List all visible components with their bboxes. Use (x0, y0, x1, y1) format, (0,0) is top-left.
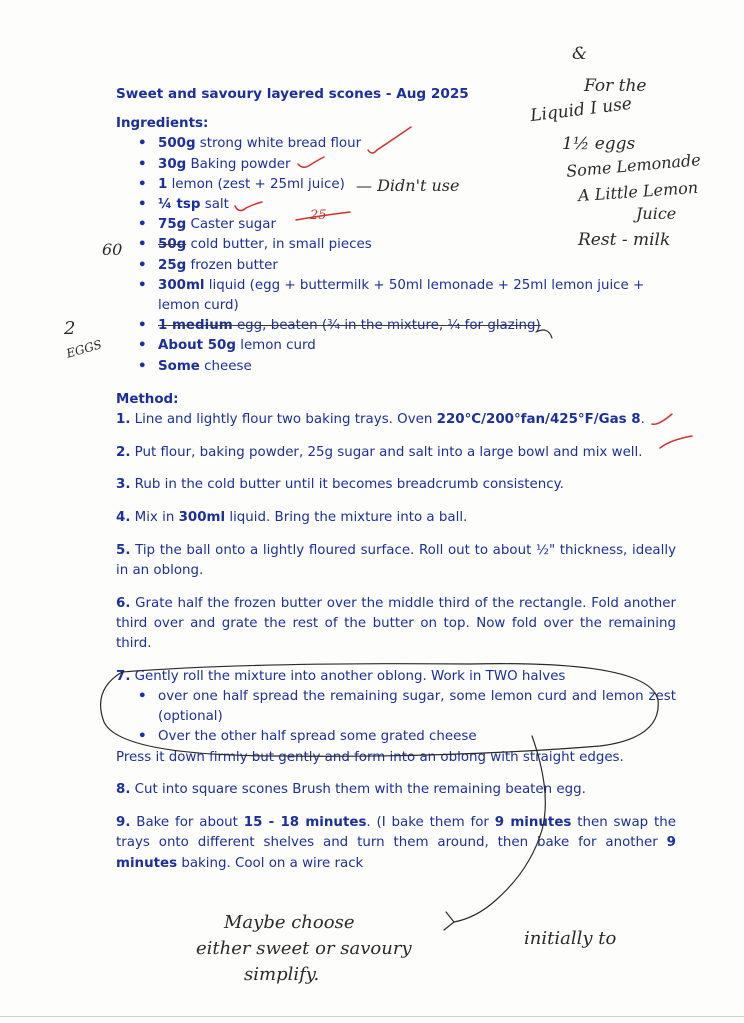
ingredient-lemon-curd: • About 50g lemon curd (158, 336, 676, 356)
ring-step-7 (101, 664, 659, 757)
method-step-4: 4. Mix in 300ml liquid. Bring the mixture into a ball. (116, 510, 468, 526)
note-butter-60: 60 (102, 240, 123, 259)
tick-mix (660, 436, 692, 448)
note-liquid-line-3: 1½ eggs (562, 134, 636, 154)
method-step-9: 9. Bake for about 15 - 18 minutes. (I bake them for 9 minutes then swap the trays onto different shelves and turn them around, then bake for another 9 minutes baking. Cool on a wire rack (116, 815, 677, 871)
method-step-7-savoury-half: • Over the other half spread some grated cheese (158, 727, 676, 747)
ingredient-lemon: • 1 lemon (zest + 25ml juice) (158, 175, 676, 195)
note-ampersand: & (572, 44, 588, 64)
method-step-2: 2. Put flour, baking powder, 25g sugar and salt into a large bowl and mix well. (116, 444, 643, 460)
note-liquid-line-4: Some Lemonade (565, 150, 702, 181)
ingredient-sugar: • 75g Caster sugar (158, 215, 676, 235)
underline-25 (296, 212, 350, 220)
method-step-7: 7. Gently roll the mixture into another oblong. Work in TWO halves • over one half spread the remaining sugar, some lemon curd and lemon zest (optional) • Over the other half spread some grated cheese Press it down firmly but gently and form into an oblong with straight edges. (116, 667, 676, 768)
method-heading: Method: (116, 391, 179, 407)
ingredient-cheese: • Some cheese (158, 357, 676, 377)
note-sugar-25: 25 (310, 208, 327, 223)
note-liquid-line-1: For the (584, 76, 647, 96)
method-step-7-sweet-half: • over one half spread the remaining sugar, some lemon curd and lemon zest (optional) (158, 687, 676, 727)
note-liquid-line-6: Juice (636, 204, 677, 223)
tick-salt (235, 202, 262, 211)
method-step-3: 3. Rub in the cold butter until it becomes breadcrumb consistency. (116, 477, 564, 493)
ingredient-egg: • 1 medium egg, beaten (¾ in the mixture, ¼ for glazing) (158, 316, 676, 336)
method-step-8: 8. Cut into square scones Brush them with the remaining beaten egg. (116, 782, 586, 798)
note-liquid-line-7: Rest - milk (578, 230, 671, 250)
page-bottom-edge (0, 1016, 744, 1017)
note-footer-line-1: Maybe choose (224, 912, 355, 933)
note-didnt-use: — Didn't use (356, 176, 460, 195)
ingredient-flour: • 500g strong white bread flour (158, 134, 676, 154)
note-liquid-line-5: A Little Lemon (577, 177, 699, 206)
note-liquid-line-2: Liquid I use (529, 93, 633, 127)
ingredient-frozen-butter: • 25g frozen butter (158, 256, 676, 276)
tick-flour (368, 127, 411, 153)
note-footer-line-3: initially to (524, 928, 617, 949)
method-step-6: 6. Grate half the frozen butter over the middle third of the rectangle. Fold another third over and grate the rest of the butter on top. Now fold over the remaining third. (116, 595, 676, 652)
ingredient-baking-powder: • 30g Baking powder (158, 155, 676, 175)
strike-egg-tail (536, 330, 552, 338)
ingredients-heading: Ingredients: (116, 116, 209, 132)
method-step-5: 5. Tip the ball onto a lightly floured surface. Roll out to about ½" thickness, ideally in an oblong. (116, 542, 676, 579)
arrow-shaft (454, 736, 545, 922)
note-footer-line-4: simplify. (244, 964, 320, 985)
method-step-7-press: Press it down firmly but gently and form into an oblong with straight edges. (116, 749, 624, 765)
note-eggs: EGGS (64, 337, 104, 361)
arrow-head (444, 912, 454, 930)
ingredient-salt: • ¼ tsp salt (158, 195, 676, 215)
recipe-title: Sweet and savoury layered scones - Aug 2025 (116, 86, 469, 102)
ingredient-cold-butter: • 50g cold butter, in small pieces (158, 235, 676, 255)
tick-oven (652, 414, 672, 424)
note-footer-line-2: either sweet or savoury (196, 938, 412, 959)
note-two: 2 (64, 318, 76, 339)
method-step-1: 1. Line and lightly flour two baking trays. Oven 220°C/200°fan/425°F/Gas 8. (116, 412, 645, 428)
ingredient-liquid: • 300ml liquid (egg + buttermilk + 50ml lemonade + 25ml lemon juice + lemon curd) (158, 276, 676, 316)
tick-baking-powder (298, 157, 324, 167)
